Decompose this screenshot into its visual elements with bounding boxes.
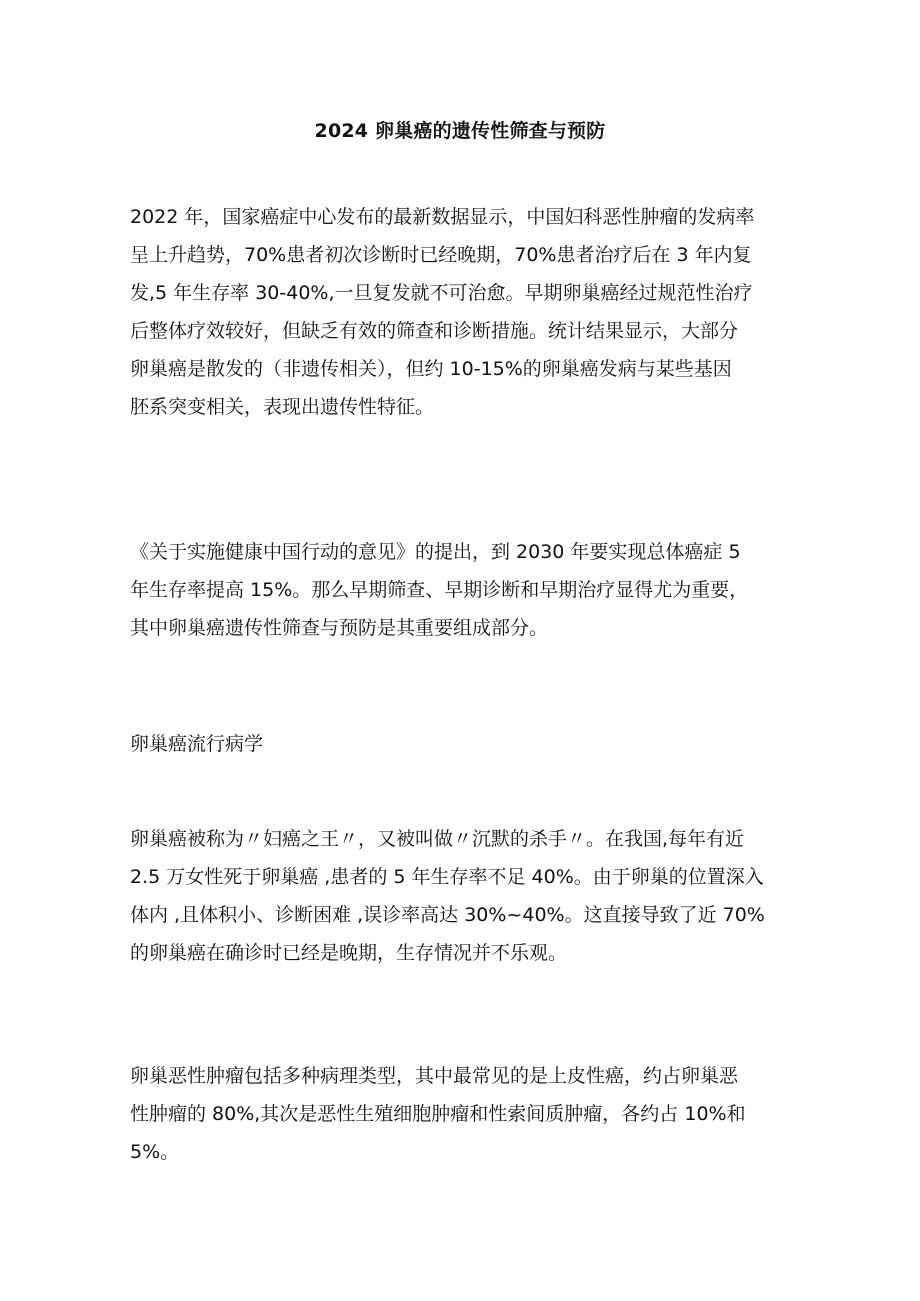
text-line: 发,5 年生存率 30-40%,一旦复发就不可治愈。早期卵巢癌经过规范性治疗	[130, 282, 753, 304]
text-line: 卵巢癌被称为〃妇癌之王〃，又被叫做〃沉默的杀手〃。在我国,每年有近	[130, 828, 745, 850]
text-line: 年生存率提高 15%。那么早期筛查、早期诊断和早期治疗显得尤为重要，	[130, 579, 749, 601]
paragraph-pathology	[130, 1057, 792, 1171]
text-line: 卵巢恶性肿瘤包括多种病理类型，其中最常见的是上皮性癌，约占卵巢恶	[130, 1065, 739, 1087]
document-title: 2024 卵巢癌的遗传性筛查与预防	[314, 120, 606, 142]
text-line: 卵巢癌流行病学	[130, 733, 264, 755]
section-heading-epidemiology	[130, 725, 792, 763]
paragraph-intro	[130, 198, 792, 426]
text-line: 的卵巢癌在确诊时已经是晚期，生存情况并不乐观。	[130, 942, 568, 964]
text-line: 性肿瘤的 80%,其次是恶性生殖细胞肿瘤和性索间质肿瘤，各约占 10%和	[130, 1103, 746, 1125]
text-line: 2.5 万女性死于卵巢癌 ,患者的 5 年生存率不足 40%。由于卵巢的位置深入	[130, 866, 764, 888]
text-line: 胚系突变相关，表现出遗传性特征。	[130, 396, 435, 418]
text-line: 呈上升趋势，70%患者初次诊断时已经晚期，70%患者治疗后在 3 年内复	[130, 244, 752, 266]
text-line: 5%。	[130, 1141, 180, 1163]
text-line: 卵巢癌是散发的（非遗传相关），但约 10-15%的卵巢癌发病与某些基因	[130, 358, 732, 380]
text-line: 《关于实施健康中国行动的意见》的提出，到 2030 年要实现总体癌症 5	[130, 541, 741, 563]
text-line: 2022 年，国家癌症中心发布的最新数据显示，中国妇科恶性肿瘤的发病率	[130, 206, 755, 228]
paragraph-policy	[130, 533, 792, 647]
text-line: 后整体疗效较好，但缺乏有效的筛查和诊断措施。统计结果显示，大部分	[130, 320, 739, 342]
text-line: 其中卵巢癌遗传性筛查与预防是其重要组成部分。	[130, 617, 549, 639]
paragraph-epidemiology	[130, 820, 792, 972]
text-line: 体内 ,且体积小、诊断困难 ,误诊率高达 30%~40%。这直接导致了近 70%	[130, 904, 765, 926]
